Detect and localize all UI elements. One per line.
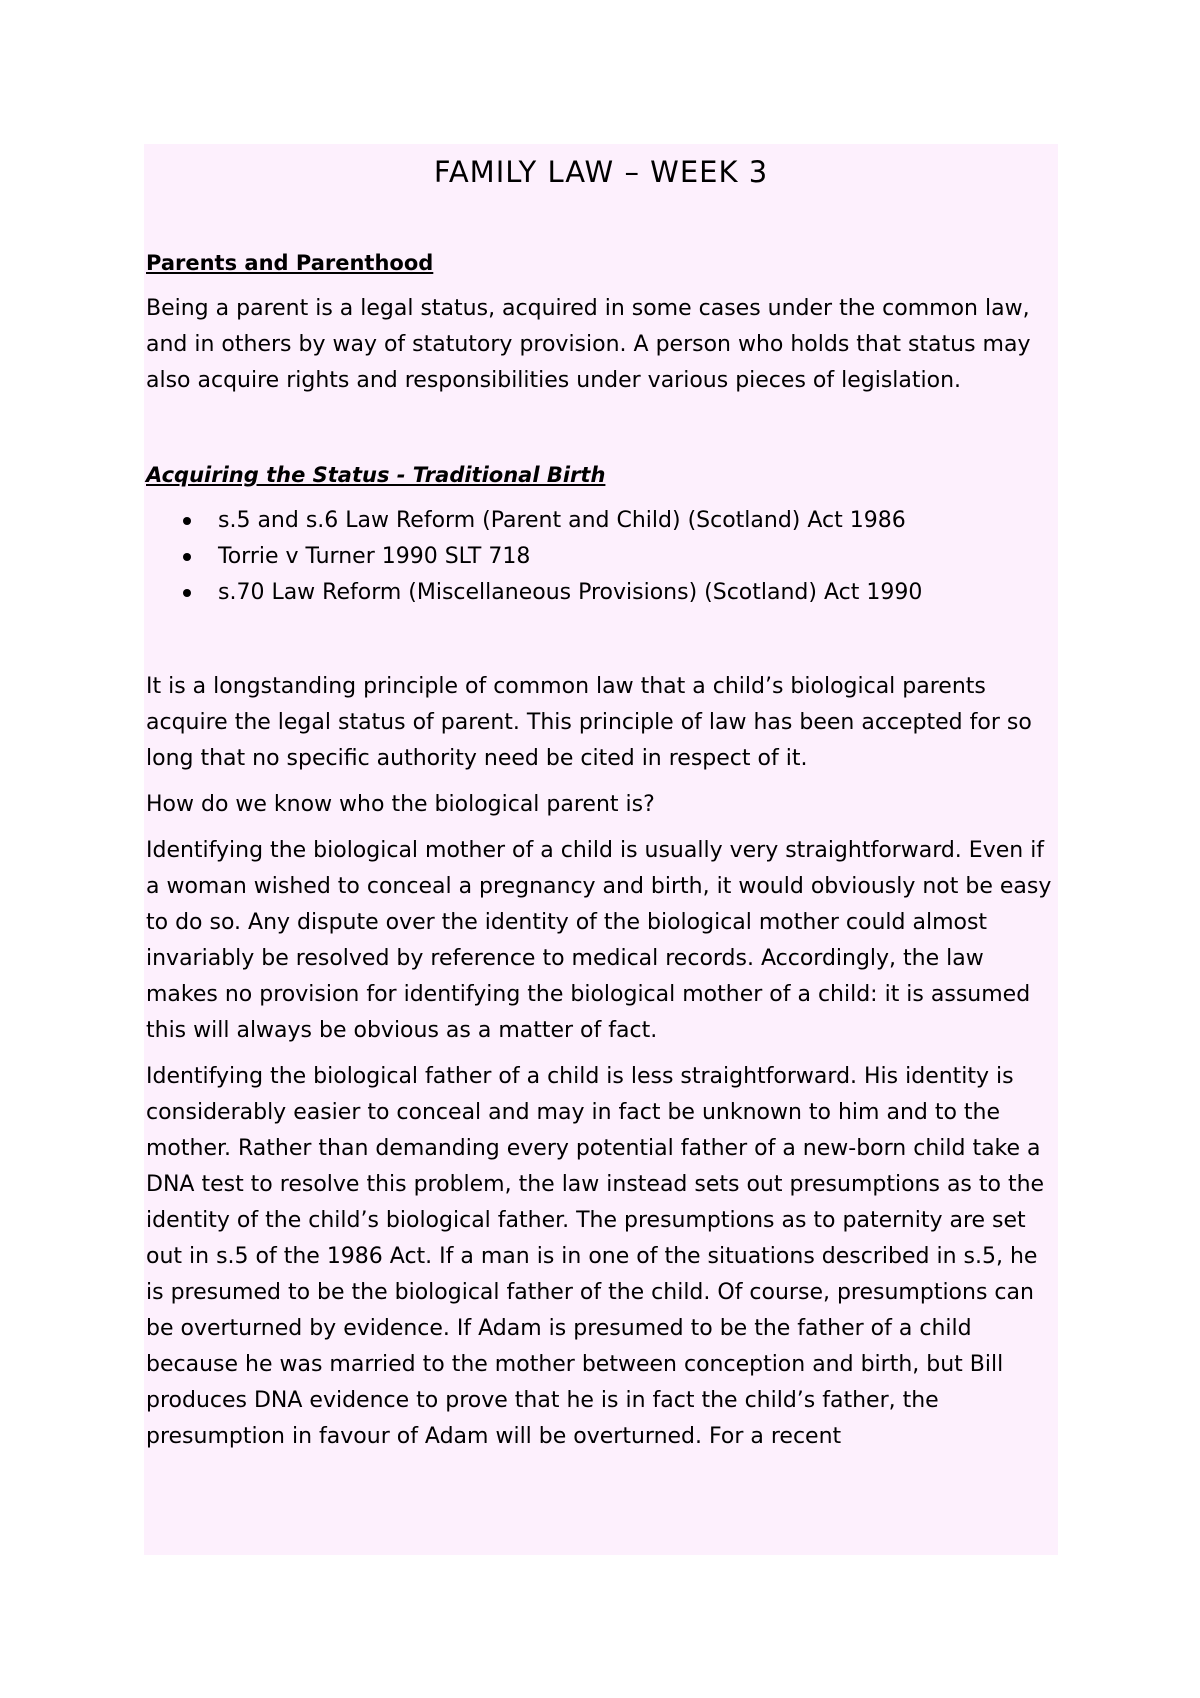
document-title: FAMILY LAW – WEEK 3 bbox=[433, 155, 769, 189]
paragraph: Being a parent is a legal status, acquired in some cases under the common law, and in others by way of statutory provision. A person who holds that status may also acquire rights and responsibilities under various pieces of legislation. bbox=[146, 296, 1031, 393]
list-item bbox=[146, 503, 1056, 539]
paragraph: It is a longstanding principle of common law that a child’s biological parents acquire the legal status of parent. This principle of law has been accepted for so long that no specific authority need be cited in respect of it. bbox=[146, 674, 1032, 771]
list-item bbox=[146, 539, 1056, 575]
bullet-icon bbox=[183, 589, 191, 597]
list-item-text: Torrie v Turner 1990 SLT 718 bbox=[218, 544, 531, 569]
section-heading-parents: Parents and Parenthood bbox=[146, 251, 434, 275]
list-item-text: s.70 Law Reform (Miscellaneous Provisions) (Scotland) Act 1990 bbox=[218, 580, 923, 605]
bullet-list bbox=[146, 503, 1056, 611]
list-item bbox=[146, 575, 1056, 611]
paragraph: How do we know who the biological parent is? bbox=[146, 792, 655, 817]
section-heading-acquiring-status: Acquiring the Status - Traditional Birth bbox=[146, 463, 606, 487]
bullet-icon bbox=[183, 517, 191, 525]
paragraph: Identifying the biological mother of a child is usually very straightforward. Even if a woman wished to conceal a pregnancy and birth, it would obviously not be easy to do so. Any dispute over the identity of the biological mother could almost invariably be resolved by reference to medical records. Accordingly, the law makes no provision for identifying the biological mother of a child: it is assumed this will always be obvious as a matter of fact. bbox=[146, 838, 1052, 1043]
document-body bbox=[146, 152, 1056, 1465]
paragraph: Identifying the biological father of a child is less straightforward. His identity is considerably easier to conceal and may in fact be unknown to him and to the mother. Rather than demanding every potential father of a new-born child take a DNA test to resolve this problem, the law instead sets out presumptions as to the identity of the child’s biological father. The presumptions as to paternity are set out in s.5 of the 1986 Act. If a man is in one of the situations described in s.5, he is presumed to be the biological father of the child. Of course, presumptions can be overturned by evidence. If Adam is presumed to be the father of a child because he was married to the mother between conception and birth, but Bill produces DNA evidence to prove that he is in fact the child’s father, the presumption in favour of Adam will be overturned. For a recent bbox=[146, 1064, 1045, 1449]
bullet-icon bbox=[183, 553, 191, 561]
list-item-text: s.5 and s.6 Law Reform (Parent and Child) (Scotland) Act 1986 bbox=[218, 508, 906, 533]
